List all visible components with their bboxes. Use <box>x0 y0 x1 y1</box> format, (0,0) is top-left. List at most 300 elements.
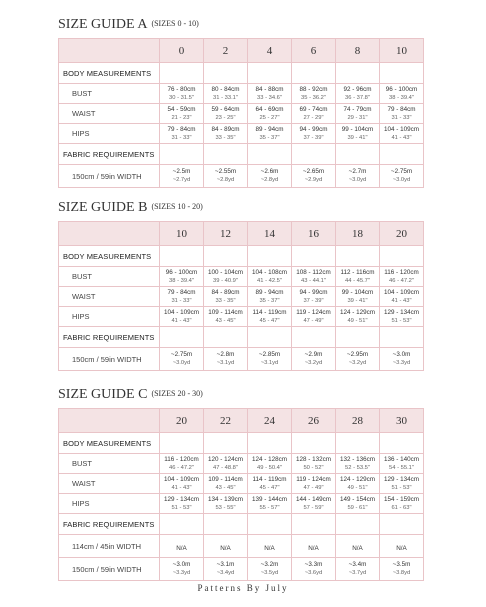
cm-value: 84 - 88cm <box>255 85 284 93</box>
guide-size-range: (SIZES 0 - 10) <box>151 19 199 28</box>
metre-value: ~3.4m <box>348 561 367 568</box>
cm-value: 84 - 89cm <box>211 288 240 296</box>
inch-value: 33 - 35" <box>215 134 236 141</box>
inch-value: 29 - 31" <box>347 114 368 121</box>
measurement-cell <box>248 474 292 494</box>
size-header-cell: 30 <box>380 409 424 433</box>
size-header-cell: 10 <box>380 39 424 63</box>
not-available-value: N/A <box>264 545 275 552</box>
yard-value: ~3.3yd <box>392 360 411 366</box>
empty-cell <box>160 63 204 84</box>
inch-value: 46 - 47.2" <box>169 464 194 471</box>
size-table <box>58 408 424 581</box>
section-label: FABRIC REQUIREMENTS <box>59 514 160 535</box>
empty-cell <box>248 63 292 84</box>
inch-value: 57 - 59" <box>303 504 324 511</box>
size-guide-b <box>58 199 423 371</box>
measurement-cell <box>204 287 248 307</box>
inch-value: 45 - 47" <box>259 317 280 324</box>
measurement-cell <box>292 494 336 514</box>
empty-cell <box>160 327 204 348</box>
inch-value: 46 - 47.2" <box>389 277 414 284</box>
cm-value: 116 - 120cm <box>164 455 199 463</box>
measurement-cell <box>160 104 204 124</box>
cm-value: 80 - 84cm <box>211 85 240 93</box>
yard-value: ~3.2yd <box>304 360 323 366</box>
inch-value: 35 - 37" <box>259 134 280 141</box>
fabric-cell <box>380 348 424 371</box>
empty-cell <box>380 514 424 535</box>
inch-value: 39 - 40.9" <box>213 277 238 284</box>
inch-value: 31 - 33" <box>391 114 412 121</box>
not-available-value: N/A <box>308 545 319 552</box>
cm-value: 129 - 134cm <box>163 495 199 503</box>
empty-cell <box>380 327 424 348</box>
size-header-row <box>59 39 424 63</box>
measurement-cell <box>336 307 380 327</box>
inch-value: 51 - 53" <box>171 504 192 511</box>
cm-value: 76 - 80cm <box>167 85 196 93</box>
cm-value: 134 - 139cm <box>207 495 243 503</box>
inch-value: 47 - 48.8" <box>213 464 238 471</box>
inch-value: 39 - 41" <box>347 134 368 141</box>
fabric-cell <box>248 165 292 188</box>
cm-value: 124 - 129cm <box>339 475 375 483</box>
cm-value: 104 - 109cm <box>383 125 419 133</box>
cm-value: 79 - 84cm <box>167 125 196 133</box>
metre-value: ~2.6m <box>260 168 279 175</box>
measurement-label: HIPS <box>59 307 160 327</box>
header-corner-cell <box>59 409 160 433</box>
fabric-cell <box>336 535 380 558</box>
empty-cell <box>248 327 292 348</box>
cm-value: 69 - 74cm <box>299 105 328 113</box>
not-available-value: N/A <box>176 545 187 552</box>
inch-value: 39 - 41" <box>347 297 368 304</box>
inch-value: 52 - 53.5" <box>345 464 370 471</box>
inch-value: 33 - 35" <box>215 297 236 304</box>
guide-size-range: (SIZES 10 - 20) <box>151 202 203 211</box>
measurement-cell <box>160 124 204 144</box>
cm-value: 79 - 84cm <box>167 288 196 296</box>
metre-value: ~2.5m <box>172 168 191 175</box>
cm-value: 119 - 124cm <box>296 308 331 316</box>
yard-value: ~2.9yd <box>304 177 323 183</box>
metre-value: ~2.75m <box>390 168 413 175</box>
fabric-cell <box>292 558 336 581</box>
measurement-row <box>59 454 424 474</box>
cm-value: 116 - 120cm <box>384 268 419 276</box>
yard-value: ~2.7yd <box>172 177 191 183</box>
measurement-cell <box>248 124 292 144</box>
measurement-row <box>59 84 424 104</box>
cm-value: 124 - 128cm <box>251 455 287 463</box>
section-label: BODY MEASUREMENTS <box>59 433 160 454</box>
metre-value: ~2.65m <box>302 168 325 175</box>
guide-title <box>58 16 423 33</box>
measurement-cell <box>160 84 204 104</box>
fabric-cell <box>204 558 248 581</box>
cm-value: 114 - 119cm <box>252 475 287 483</box>
metre-value: ~2.9m <box>304 351 323 358</box>
inch-value: 61 - 63" <box>391 504 412 511</box>
measurement-label: WAIST <box>59 474 160 494</box>
metre-value: ~3.1m <box>216 561 235 568</box>
size-header-cell: 18 <box>336 222 380 246</box>
measurement-cell <box>292 124 336 144</box>
size-header-cell: 2 <box>204 39 248 63</box>
inch-value: 54 - 55.1" <box>389 464 414 471</box>
fabric-cell <box>292 535 336 558</box>
measurement-row <box>59 494 424 514</box>
empty-cell <box>336 327 380 348</box>
empty-cell <box>292 433 336 454</box>
cm-value: 84 - 89cm <box>211 125 240 133</box>
fabric-row <box>59 535 424 558</box>
size-header-cell: 4 <box>248 39 292 63</box>
empty-cell <box>204 63 248 84</box>
measurement-cell <box>336 124 380 144</box>
size-header-cell: 20 <box>380 222 424 246</box>
section-row <box>59 327 424 348</box>
measurement-cell <box>204 494 248 514</box>
cm-value: 89 - 94cm <box>255 125 284 133</box>
measurement-cell <box>248 494 292 514</box>
empty-cell <box>380 144 424 165</box>
size-table <box>58 221 424 371</box>
measurement-label: BUST <box>59 267 160 287</box>
cm-value: 94 - 99cm <box>299 125 328 133</box>
metre-value: ~3.0m <box>392 351 411 358</box>
measurement-cell <box>380 454 424 474</box>
size-table <box>58 38 424 188</box>
section-row <box>59 514 424 535</box>
measurement-cell <box>204 267 248 287</box>
cm-value: 109 - 114cm <box>208 308 243 316</box>
guide-title-text: SIZE GUIDE C <box>58 387 148 402</box>
fabric-row <box>59 165 424 188</box>
empty-cell <box>160 246 204 267</box>
empty-cell <box>336 63 380 84</box>
measurement-cell <box>380 267 424 287</box>
measurement-cell <box>380 474 424 494</box>
cm-value: 109 - 114cm <box>208 475 243 483</box>
inch-value: 47 - 49" <box>303 484 324 491</box>
inch-value: 43 - 45" <box>215 317 236 324</box>
section-row <box>59 433 424 454</box>
measurement-label: HIPS <box>59 494 160 514</box>
measurement-cell <box>292 454 336 474</box>
size-header-cell: 22 <box>204 409 248 433</box>
inch-value: 41 - 43" <box>391 297 412 304</box>
measurement-label: BUST <box>59 84 160 104</box>
measurement-cell <box>336 474 380 494</box>
fabric-row <box>59 348 424 371</box>
measurement-cell <box>336 84 380 104</box>
inch-value: 38 - 39.4" <box>389 94 414 101</box>
header-corner-cell <box>59 222 160 246</box>
empty-cell <box>336 514 380 535</box>
yard-value: ~3.5yd <box>260 570 279 576</box>
cm-value: 139 - 144cm <box>251 495 287 503</box>
inch-value: 41 - 42.5" <box>257 277 282 284</box>
not-available-value: N/A <box>396 545 407 552</box>
measurement-cell <box>336 494 380 514</box>
measurement-label: HIPS <box>59 124 160 144</box>
cm-value: 59 - 64cm <box>211 105 240 113</box>
empty-cell <box>380 246 424 267</box>
metre-value: ~3.2m <box>260 561 279 568</box>
inch-value: 27 - 29" <box>303 114 324 121</box>
measurement-label: BUST <box>59 454 160 474</box>
yard-value: ~3.6yd <box>304 570 323 576</box>
measurement-cell <box>292 307 336 327</box>
measurement-cell <box>248 267 292 287</box>
cm-value: 124 - 129cm <box>339 308 375 316</box>
measurement-cell <box>380 494 424 514</box>
measurement-cell <box>336 454 380 474</box>
inch-value: 51 - 53" <box>391 317 412 324</box>
cm-value: 144 - 149cm <box>295 495 331 503</box>
measurement-cell <box>292 287 336 307</box>
measurement-label: WAIST <box>59 104 160 124</box>
cm-value: 120 - 124cm <box>207 455 243 463</box>
inch-value: 25 - 27" <box>259 114 280 121</box>
guide-title <box>58 199 423 216</box>
size-header-cell: 12 <box>204 222 248 246</box>
empty-cell <box>204 246 248 267</box>
inch-value: 31 - 33" <box>171 134 192 141</box>
empty-cell <box>336 144 380 165</box>
cm-value: 154 - 159cm <box>383 495 419 503</box>
section-label: FABRIC REQUIREMENTS <box>59 144 160 165</box>
size-header-cell: 6 <box>292 39 336 63</box>
measurement-cell <box>292 474 336 494</box>
fabric-width-label: 114cm / 45in WIDTH <box>59 535 160 558</box>
measurement-cell <box>204 104 248 124</box>
cm-value: 104 - 108cm <box>251 268 287 276</box>
size-header-cell: 26 <box>292 409 336 433</box>
size-header-cell: 24 <box>248 409 292 433</box>
cm-value: 128 - 132cm <box>295 455 331 463</box>
inch-value: 43 - 44.1" <box>301 277 326 284</box>
inch-value: 44 - 45.7" <box>345 277 370 284</box>
guide-title-text: SIZE GUIDE B <box>58 200 148 215</box>
empty-cell <box>204 144 248 165</box>
measurement-cell <box>380 84 424 104</box>
yard-value: ~3.1yd <box>216 360 235 366</box>
inch-value: 49 - 51" <box>347 317 368 324</box>
measurement-cell <box>204 84 248 104</box>
fabric-cell <box>292 165 336 188</box>
empty-cell <box>204 433 248 454</box>
cm-value: 96 - 100cm <box>165 268 198 276</box>
yard-value: ~3.3yd <box>172 570 191 576</box>
empty-cell <box>204 514 248 535</box>
cm-value: 96 - 100cm <box>385 85 418 93</box>
measurement-cell <box>248 84 292 104</box>
measurement-cell <box>248 307 292 327</box>
fabric-cell <box>248 348 292 371</box>
inch-value: 45 - 47" <box>259 484 280 491</box>
fabric-cell <box>380 165 424 188</box>
cm-value: 104 - 109cm <box>163 308 199 316</box>
yard-value: ~3.0yd <box>392 177 411 183</box>
size-header-cell: 28 <box>336 409 380 433</box>
cm-value: 94 - 99cm <box>299 288 328 296</box>
inch-value: 23 - 25" <box>215 114 236 121</box>
measurement-cell <box>380 124 424 144</box>
fabric-cell <box>248 558 292 581</box>
measurement-cell <box>204 474 248 494</box>
metre-value: ~3.3m <box>304 561 323 568</box>
yard-value: ~2.8yd <box>260 177 279 183</box>
measurement-row <box>59 104 424 124</box>
measurement-cell <box>336 104 380 124</box>
measurement-cell <box>336 287 380 307</box>
empty-cell <box>160 144 204 165</box>
size-header-cell: 0 <box>160 39 204 63</box>
size-header-cell: 16 <box>292 222 336 246</box>
inch-value: 49 - 50.4" <box>257 464 282 471</box>
fabric-cell <box>204 165 248 188</box>
measurement-label: WAIST <box>59 287 160 307</box>
header-corner-cell <box>59 39 160 63</box>
fabric-cell <box>336 558 380 581</box>
cm-value: 136 - 140cm <box>383 455 419 463</box>
inch-value: 37 - 39" <box>303 297 324 304</box>
measurement-cell <box>380 104 424 124</box>
measurement-row <box>59 124 424 144</box>
guide-title <box>58 386 423 403</box>
measurement-cell <box>292 84 336 104</box>
empty-cell <box>160 514 204 535</box>
yard-value: ~3.2yd <box>348 360 367 366</box>
metre-value: ~2.75m <box>170 351 193 358</box>
cm-value: 129 - 134cm <box>383 308 419 316</box>
measurement-cell <box>336 267 380 287</box>
size-header-cell: 8 <box>336 39 380 63</box>
section-row <box>59 246 424 267</box>
inch-value: 36 - 37.8" <box>345 94 370 101</box>
measurement-row <box>59 267 424 287</box>
empty-cell <box>292 327 336 348</box>
measurement-cell <box>204 307 248 327</box>
metre-value: ~2.55m <box>214 168 237 175</box>
inch-value: 41 - 43" <box>171 484 192 491</box>
not-available-value: N/A <box>352 545 363 552</box>
fabric-cell <box>336 165 380 188</box>
measurement-cell <box>248 287 292 307</box>
measurement-cell <box>160 454 204 474</box>
empty-cell <box>336 433 380 454</box>
empty-cell <box>160 433 204 454</box>
inch-value: 41 - 43" <box>391 134 412 141</box>
empty-cell <box>336 246 380 267</box>
fabric-cell <box>380 558 424 581</box>
measurement-cell <box>248 454 292 474</box>
measurement-row <box>59 474 424 494</box>
inch-value: 37 - 39" <box>303 134 324 141</box>
inch-value: 35 - 37" <box>259 297 280 304</box>
fabric-cell <box>204 535 248 558</box>
cm-value: 104 - 109cm <box>383 288 419 296</box>
cm-value: 119 - 124cm <box>296 475 331 483</box>
measurement-cell <box>160 267 204 287</box>
cm-value: 99 - 104cm <box>341 288 374 296</box>
yard-value: ~3.1yd <box>260 360 279 366</box>
metre-value: ~2.7m <box>348 168 367 175</box>
fabric-cell <box>380 535 424 558</box>
section-label: BODY MEASUREMENTS <box>59 246 160 267</box>
measurement-row <box>59 307 424 327</box>
inch-value: 55 - 57" <box>259 504 280 511</box>
inch-value: 31 - 33" <box>171 297 192 304</box>
size-header-cell: 14 <box>248 222 292 246</box>
empty-cell <box>292 144 336 165</box>
cm-value: 100 - 104cm <box>207 268 243 276</box>
cm-value: 79 - 84cm <box>387 105 416 113</box>
metre-value: ~2.8m <box>216 351 235 358</box>
empty-cell <box>380 433 424 454</box>
empty-cell <box>292 246 336 267</box>
metre-value: ~2.95m <box>346 351 369 358</box>
inch-value: 35 - 36.2" <box>301 94 326 101</box>
inch-value: 49 - 51" <box>347 484 368 491</box>
cm-value: 149 - 154cm <box>339 495 375 503</box>
cm-value: 92 - 96cm <box>343 85 372 93</box>
cm-value: 64 - 69cm <box>255 105 284 113</box>
yard-value: ~3.8yd <box>392 570 411 576</box>
measurement-cell <box>248 104 292 124</box>
measurement-cell <box>292 267 336 287</box>
size-guide-c <box>58 386 423 581</box>
inch-value: 43 - 45" <box>215 484 236 491</box>
cm-value: 108 - 112cm <box>296 268 331 276</box>
inch-value: 53 - 55" <box>215 504 236 511</box>
cm-value: 54 - 59cm <box>167 105 196 113</box>
empty-cell <box>248 144 292 165</box>
size-header-row <box>59 409 424 433</box>
measurement-cell <box>204 454 248 474</box>
empty-cell <box>248 514 292 535</box>
section-row <box>59 144 424 165</box>
fabric-cell <box>160 558 204 581</box>
empty-cell <box>380 63 424 84</box>
inch-value: 21 - 23" <box>171 114 192 121</box>
yard-value: ~3.0yd <box>348 177 367 183</box>
fabric-cell <box>160 535 204 558</box>
guide-title-text: SIZE GUIDE A <box>58 17 148 32</box>
fabric-cell <box>204 348 248 371</box>
guide-size-range: (SIZES 20 - 30) <box>151 389 203 398</box>
measurement-cell <box>204 124 248 144</box>
metre-value: ~3.5m <box>392 561 411 568</box>
measurement-cell <box>160 474 204 494</box>
size-guide-a <box>58 16 423 188</box>
yard-value: ~2.8yd <box>216 177 235 183</box>
fabric-cell <box>160 165 204 188</box>
cm-value: 112 - 116cm <box>340 268 375 276</box>
size-header-cell: 20 <box>160 409 204 433</box>
fabric-cell <box>292 348 336 371</box>
measurement-cell <box>160 307 204 327</box>
cm-value: 74 - 79cm <box>343 105 372 113</box>
section-label: FABRIC REQUIREMENTS <box>59 327 160 348</box>
fabric-width-label: 150cm / 59in WIDTH <box>59 165 160 188</box>
empty-cell <box>292 63 336 84</box>
cm-value: 104 - 109cm <box>163 475 199 483</box>
